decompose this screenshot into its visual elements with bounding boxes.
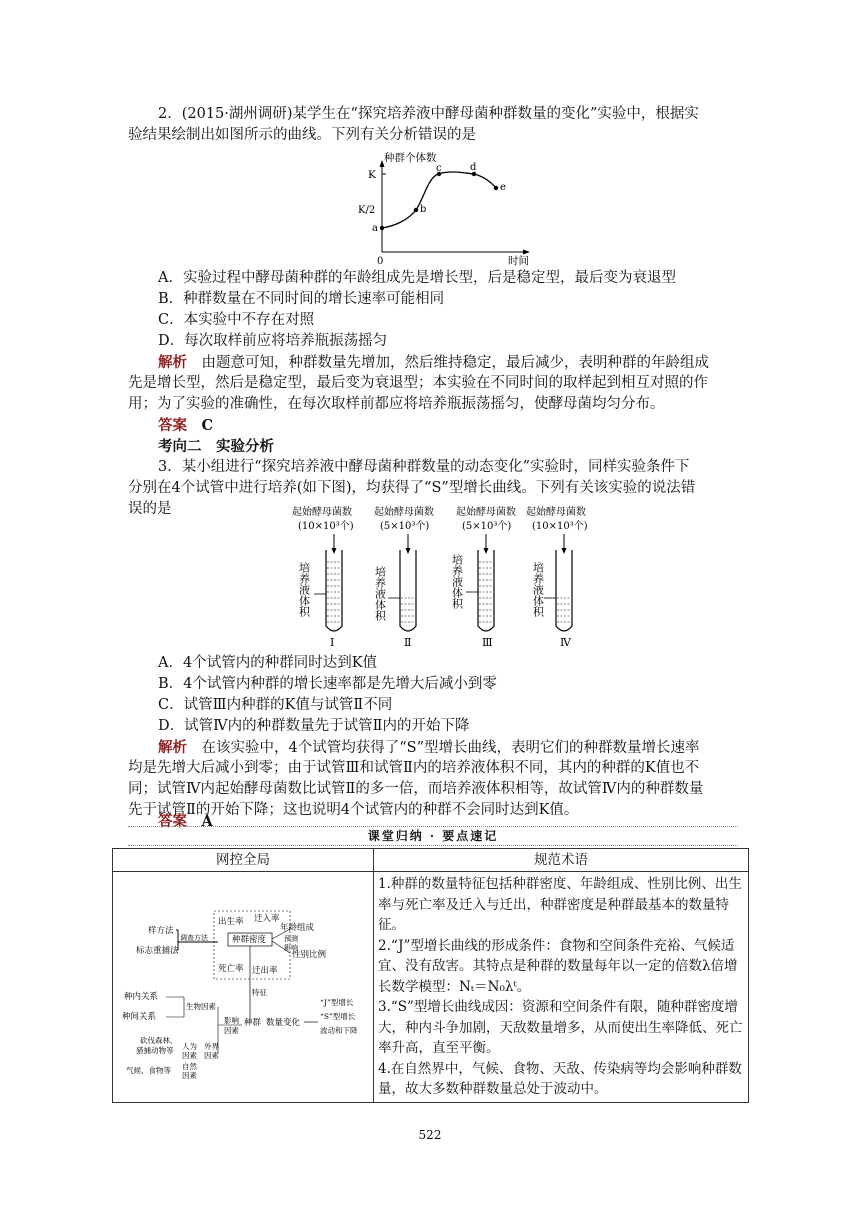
tube-3 [451,505,517,649]
graph-k-label: K [368,169,376,181]
test-tubes-diagram [290,504,610,650]
svg-text:外界: 外界 [204,1042,219,1051]
svg-text:Ⅱ: Ⅱ [404,636,412,649]
graph-khalf-label: K/2 [358,205,376,216]
svg-text:因素: 因素 [224,1026,239,1035]
summary-table [112,848,749,1103]
svg-text:波动和下降: 波动和下降 [320,1026,358,1035]
point-b [414,208,418,212]
graph-xlabel: 时间 [508,255,529,266]
svg-text:迁入率: 迁入率 [254,914,280,924]
q3-stem-line1: 3．某小组进行“探究培养液中酵母菌种群数量的动态变化”实验时，同样实验条件下 [158,459,690,475]
svg-text:种群密度: 种群密度 [232,935,267,945]
svg-text:自然: 自然 [182,1062,197,1071]
q3-stem-line3: 误的是 [128,501,172,517]
svg-text:培养液体积: 培养液体积 [297,562,311,617]
answer-label: 答案 [158,417,187,434]
tube-1 [292,505,354,649]
svg-text:因素: 因素 [182,1051,197,1060]
q3-analysis-line4: 先于试管Ⅱ的开始下降；这也说明4个试管内的种群不会同时达到K值。 [128,802,579,818]
svg-text:年龄组成: 年龄组成 [280,923,315,933]
svg-text:种间关系: 种间关系 [122,1012,157,1022]
tube-4 [526,505,588,649]
q2-answer: 答案 C [158,417,214,434]
svg-text:样方法: 样方法 [148,926,174,936]
svg-text:(10×10³个): (10×10³个) [298,521,354,532]
tube-2 [374,505,435,649]
svg-text:起始酵母菌数: 起始酵母菌数 [374,507,434,518]
graph-origin-label: 0 [377,256,384,266]
svg-text:起始酵母菌数: 起始酵母菌数 [292,507,352,518]
q2-option-d: D．每次取样前应将培养瓶振荡摇匀 [158,333,388,349]
graph-point-a-label: a [372,223,378,234]
svg-text:猎捕动物等: 猎捕动物等 [136,1046,174,1055]
graph-point-b-label: b [420,204,427,215]
summary-col1-header: 网控全局 [113,849,374,872]
q2-option-c: C．本实验中不存在对照 [158,312,315,328]
q3-analysis-line3: 同；试管Ⅳ内起始酵母菌数比试管Ⅱ的多一倍，而培养液体积相等，故试管Ⅳ内的种群数量 [128,781,704,797]
svg-text:种群: 种群 [244,1018,262,1028]
summary-diagram-cell [113,872,374,1103]
q3-option-d: D．试管Ⅳ内的种群数量先于试管Ⅱ内的开始下降 [158,718,470,734]
svg-text:人为: 人为 [182,1042,197,1051]
concept-map [114,873,372,1085]
point-a [380,226,384,230]
svg-text:(5×10³个): (5×10³个) [380,521,430,532]
svg-text:培养液体积: 培养液体积 [531,562,545,617]
q2-analysis-line2: 先是增长型，然后是稳定型，最后变为衰退型；本实验在不同时间的取样起到相互对照的作 [128,375,708,391]
svg-text:影响: 影响 [284,944,298,952]
population-curve-graph [350,148,540,266]
svg-text:培养液体积: 培养液体积 [373,566,387,621]
svg-text:调查方法: 调查方法 [180,934,208,942]
svg-text:出生率: 出生率 [218,917,244,927]
page-number: 522 [418,1128,442,1142]
svg-text:起始酵母菌数: 起始酵母菌数 [526,507,586,518]
svg-text:气候、食物等: 气候、食物等 [126,1066,171,1075]
summary-points-cell [374,872,749,1103]
answer-label: 答案 [158,813,187,830]
svg-text:Ⅲ: Ⅲ [482,636,493,649]
section-heading: 考向二 实验分析 [158,438,274,455]
summary-banner: 课堂归纳 · 要点速记 [128,826,738,846]
svg-text:特征: 特征 [252,988,267,997]
q3-analysis-line1: 解析 在该实验中，4个试管均获得了“S”型增长曲线，表明它们的种群数量增长速率 [158,739,700,756]
svg-text:(10×10³个): (10×10³个) [532,521,588,532]
svg-text:数量变化: 数量变化 [266,1018,301,1028]
svg-text:死亡率: 死亡率 [218,964,244,974]
q2-analysis-line3: 用；为了实验的准确性，在每次取样前都应将培养瓶振荡摇匀，使酵母菌均匀分布。 [128,396,665,412]
q3-answer: 答案 A [158,813,213,830]
summary-point-1: 1.种群的数量特征包括种群密度、年龄组成、性别比例、出生率与死亡率及迁入与迁出，种群密度是种群最基本的数量特征。 [378,876,742,933]
svg-text:性别比例: 性别比例 [292,950,327,960]
point-e [494,186,498,190]
q2-analysis-line1: 解析 由题意可知，种群数量先增加，然后维持稳定，最后减少，表明种群的年龄组成 [158,354,709,371]
svg-text:砍伐森林、: 砍伐森林、 [140,1036,178,1045]
q3-option-b: B．4个试管内种群的增长速率都是先增大后减小到零 [158,676,497,692]
summary-point-4: 4.在自然界中，气候、食物、天敌、传染病等均会影响种群数量，故大多数种群数量总处于波动中。 [378,1060,742,1097]
q2-stem-line1: 2．(2015·湖州调研)某学生在“探究培养液中酵母菌种群数量的变化”实验中，根据实 [158,106,699,122]
analysis-label: 解析 [158,739,187,756]
svg-text:因素: 因素 [204,1051,219,1060]
svg-text:培养液体积: 培养液体积 [450,554,464,609]
summary-point-3: 3.“S”型增长曲线成因：资源和空间条件有限，随种群密度增大，种内斗争加剧，天敌数量增多，从而使出生率降低、死亡率升高，直至平衡。 [378,999,743,1056]
analysis-label: 解析 [158,354,187,371]
q3-option-c: C．试管Ⅲ内种群的K值与试管Ⅱ不同 [158,697,393,713]
q3-analysis-line2: 均是先增大后减小到零；由于试管Ⅲ和试管Ⅱ内的培养液体积不同，其内的种群的K值也不 [128,760,700,776]
graph-point-d-label: d [470,162,477,173]
svg-text:种内关系: 种内关系 [124,992,159,1002]
svg-text:Ⅳ: Ⅳ [560,636,571,649]
q3-stem-line2: 分别在4个试管中进行培养(如下图)，均获得了“S”型增长曲线。下列有关该实验的说法错 [128,480,696,496]
summary-col2-header: 规范术语 [374,849,749,872]
svg-text:生物因素: 生物因素 [186,1002,216,1011]
svg-text:“S”型增长: “S”型增长 [320,1012,356,1021]
q2-option-b: B．种群数量在不同时间的增长速率可能相同 [158,291,445,307]
summary-point-2: 2.“J”型增长曲线的形成条件：食物和空间条件充裕、气候适宜、没有敌害。其特点是种群的数量每年以一定的倍数λ倍增长数学模型：Nₜ＝N₀λᵗ。 [378,937,738,995]
q2-option-a: A．实验过程中酵母菌种群的年龄组成先是增长型，后是稳定型，最后变为衰退型 [158,270,676,286]
graph-point-e-label: e [500,182,506,193]
q3-option-a: A．4个试管内的种群同时达到K值 [158,655,378,671]
graph-point-c-label: c [436,163,442,174]
growth-curve [382,172,496,228]
svg-text:影响: 影响 [224,1016,239,1025]
graph-ylabel: 种群个体数 [384,152,437,164]
svg-text:“J”型增长: “J”型增长 [320,998,354,1007]
svg-text:迁出率: 迁出率 [252,966,278,976]
svg-text:(5×10³个): (5×10³个) [462,521,512,532]
q2-stem-line2: 验结果绘制出如图所示的曲线。下列有关分析错误的是 [128,127,476,143]
svg-text:Ⅰ: Ⅰ [330,636,335,649]
svg-text:起始酵母菌数: 起始酵母菌数 [456,507,516,518]
svg-text:因素: 因素 [182,1071,197,1080]
svg-text:标志重捕法: 标志重捕法 [136,946,179,956]
svg-text:预测: 预测 [284,935,298,943]
